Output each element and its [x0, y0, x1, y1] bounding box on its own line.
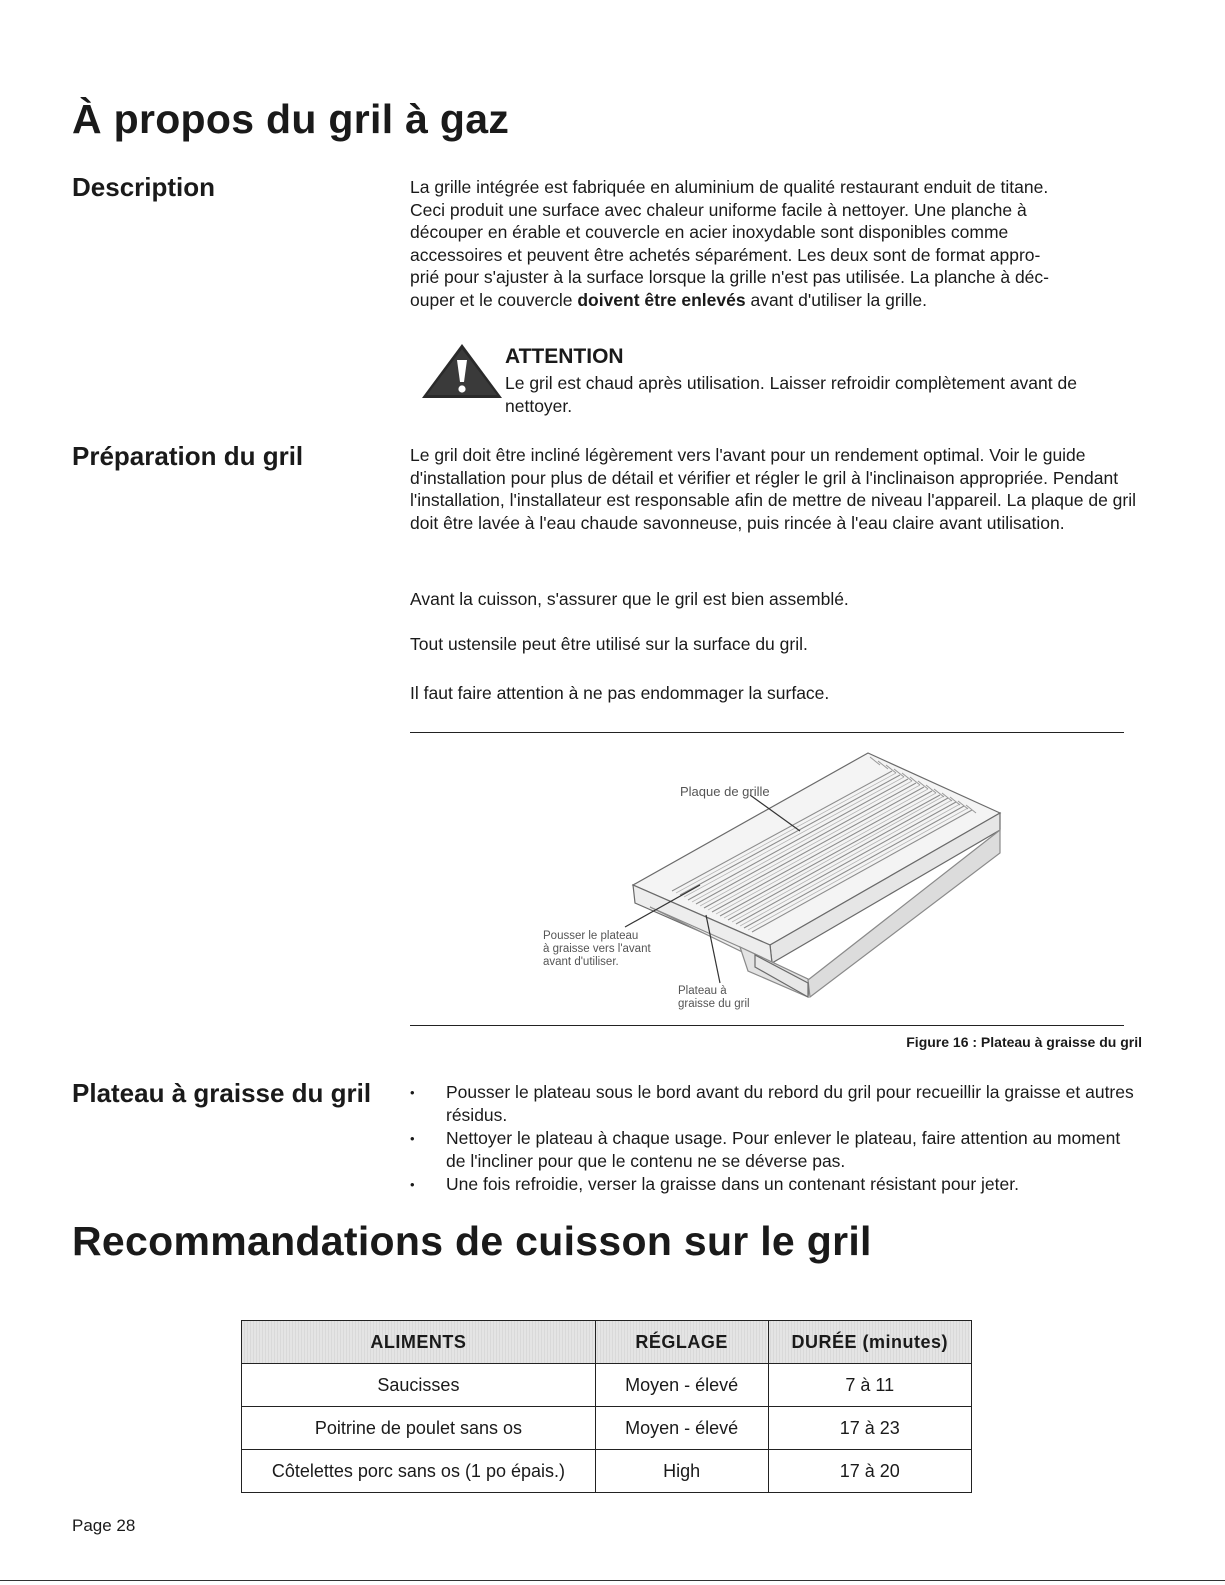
table-header-row — [242, 1321, 972, 1364]
table-cell: Côtelettes porc sans os (1 po épais.) — [242, 1450, 596, 1493]
bold-emphasis: doivent être enlevés — [577, 289, 746, 310]
table-cell: Moyen - élevé — [595, 1407, 768, 1450]
description-line: Ceci produit une surface avec chaleur uniforme facile à nettoyer. Une planche à — [410, 199, 1027, 220]
grill-illustration — [410, 735, 1124, 1023]
cooking-table — [241, 1320, 972, 1493]
attention-title: ATTENTION — [505, 345, 624, 368]
description-line: prié pour s'ajuster à la surface lorsque la grille n'est pas utilisée. La planche à déc- — [410, 267, 1049, 287]
table-cell: 7 à 11 — [768, 1364, 972, 1407]
page-number: Page 28 — [72, 1516, 136, 1535]
grease-tray-list — [408, 1081, 1143, 1196]
figure-label-plate: Plaque de grille — [680, 784, 770, 799]
preparation-note-assembly: Avant la cuisson, s'assurer que le gril est bien assemblé. — [410, 589, 849, 609]
attention-text: Le gril est chaud après utilisation. Laisser refroidir complètement avant de nettoyer. — [505, 373, 1077, 416]
table-cell: Saucisses — [242, 1364, 596, 1407]
figure-label-push: Pousser le plateau à graisse vers l'avant avant d'utiliser. — [543, 930, 651, 968]
bullet-icon: • — [410, 1131, 415, 1146]
figure-bottom-rule — [410, 1025, 1124, 1026]
description-line: accessoires et peuvent être achetés séparément. Les deux sont de format appro- — [410, 244, 1041, 265]
bottom-edge-rule — [0, 1580, 1225, 1581]
bullet-icon: • — [410, 1177, 415, 1192]
description-line: découper en érable et couvercle en acier inoxydable sont disponibles comme — [410, 222, 1009, 242]
figure-top-rule — [410, 732, 1124, 733]
list-item: • Nettoyer le plateau à chaque usage. Pour enlever le plateau, faire attention au moment de l'incliner pour que le contenu ne se déverse pas. — [410, 1128, 1121, 1171]
list-item: • Pousser le plateau sous le bord avant du rebord du gril pour recueillir la graisse et autres résidus. — [410, 1082, 1134, 1125]
grease-tray-heading: Plateau à graisse du gril — [72, 1078, 372, 1108]
page-title: À propos du gril à gaz — [72, 96, 510, 142]
column-header-duration: DURÉE (minutes) — [768, 1321, 972, 1364]
column-header-setting: RÉGLAGE — [595, 1321, 768, 1364]
grill-figure — [410, 735, 1124, 1023]
bullet-icon: • — [410, 1085, 415, 1100]
table-cell: Poitrine de poulet sans os — [242, 1407, 596, 1450]
table-cell: Moyen - élevé — [595, 1364, 768, 1407]
figure-label-tray: Plateau à graisse du gril — [678, 985, 750, 1010]
table-cell: 17 à 23 — [768, 1407, 972, 1450]
table-row — [242, 1450, 972, 1493]
preparation-heading: Préparation du gril — [72, 441, 304, 471]
table-row — [242, 1364, 972, 1407]
table-cell: 17 à 20 — [768, 1450, 972, 1493]
recommendations-title: Recommandations de cuisson sur le gril — [72, 1218, 872, 1264]
description-line: ouper et le couvercle doivent être enlevés avant d'utiliser la grille. — [410, 289, 927, 310]
description-paragraph — [410, 176, 1150, 311]
table-cell: High — [595, 1450, 768, 1493]
column-header-food: ALIMENTS — [242, 1321, 596, 1364]
list-item: • Une fois refroidie, verser la graisse dans un contenant résistant pour jeter. — [410, 1174, 1019, 1194]
preparation-note-surface: Il faut faire attention à ne pas endommager la surface. — [410, 683, 830, 703]
table-row — [242, 1407, 972, 1450]
preparation-paragraph: Le gril doit être incliné légèrement vers l'avant pour un rendement optimal. Voir le guide d'installation pour plus de détail et vérifier et régler le gril à l'inclinaison appropriée. Pendant l'installation, l'installateur est responsable afin de mettre de niveau l'appareil. La plaque de gril doit être lavée à l'eau chaude savonneuse, puis rincée à l'eau claire avant utilisation. — [410, 445, 1137, 533]
preparation-note-utensils: Tout ustensile peut être utilisé sur la surface du gril. — [410, 634, 808, 654]
warning-triangle-icon — [418, 340, 506, 402]
figure-caption: Figure 16 : Plateau à graisse du gril — [906, 1034, 1142, 1050]
description-heading: Description — [72, 172, 216, 202]
description-line: La grille intégrée est fabriquée en aluminium de qualité restaurant enduit de titane. — [410, 177, 1049, 197]
